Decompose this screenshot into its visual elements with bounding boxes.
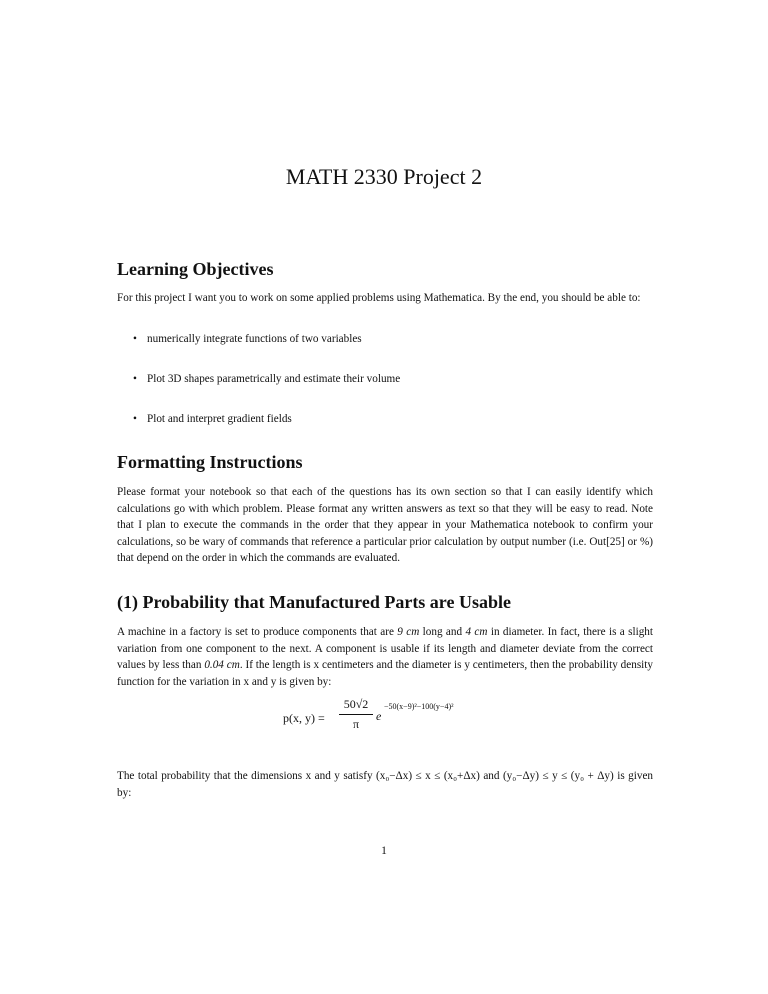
fraction-bar xyxy=(339,714,373,715)
problem1-paragraph: A machine in a factory is set to produce components that are 9 cm long and 4 cm in diameter. In fact, there is a slight variation from one component to the next. A component is usable if its length and diameter deviate from the correct values by less than 0.04 cm. If the length is x centimeters and the diameter is y centimeters, then the probability density function for the variation in x and y is given by: xyxy=(117,626,654,688)
page-title: MATH 2330 Project 2 xyxy=(285,164,483,189)
list-item: • Plot and interpret gradient fields xyxy=(133,413,292,425)
equation-exp-base: e xyxy=(376,709,382,723)
formatting-heading: Formatting Instructions xyxy=(117,452,303,472)
objectives-intro: For this project I want you to work on some applied problems using Mathematica. By the end, you should be able to: xyxy=(117,292,641,304)
bullet-icon: • xyxy=(133,413,137,425)
equation-numerator: 50√2 xyxy=(343,697,369,711)
objectives-heading: Learning Objectives xyxy=(117,259,274,279)
diameter-value: 4 cm xyxy=(465,626,488,638)
bullet-icon: • xyxy=(133,333,137,345)
list-item: • numerically integrate functions of two variables xyxy=(133,333,362,345)
problem1-heading: (1) Probability that Manufactured Parts are Usable xyxy=(117,592,511,612)
formatting-body: Please format your notebook so that each of the questions has its own section so that I can easily identify which calculations go with which problem. Please format any written answers as text so that they will be easy to read. Note that I plan to execute the commands in the order that they appear in your Mathematica notebook to confirm your calculations, so be wary of commands that reference a particular prior calculation by output number (i.e. Out[25] or %) that depend on the order in which the commands are evaluated. xyxy=(117,486,653,564)
bullet-icon: • xyxy=(133,373,137,385)
list-item: • Plot 3D shapes parametrically and estimate their volume xyxy=(133,373,401,385)
length-value: 9 cm xyxy=(397,626,420,638)
equation-exponent: −50(x−9)²−100(y−4)² xyxy=(384,702,454,711)
problem1-paragraph-2: The total probability that the dimensions x and y satisfy (x₀−Δx) ≤ x ≤ (x₀+Δx) and (y₀−Δy) ≤ y ≤ (y₀ + Δy) is given by: xyxy=(117,770,653,799)
page-number: 1 xyxy=(381,845,387,857)
tolerance-value: 0.04 cm xyxy=(204,659,240,671)
density-equation xyxy=(283,697,583,747)
equation-denominator: π xyxy=(352,717,360,731)
equation-lhs: p(x, y) = xyxy=(283,711,325,725)
